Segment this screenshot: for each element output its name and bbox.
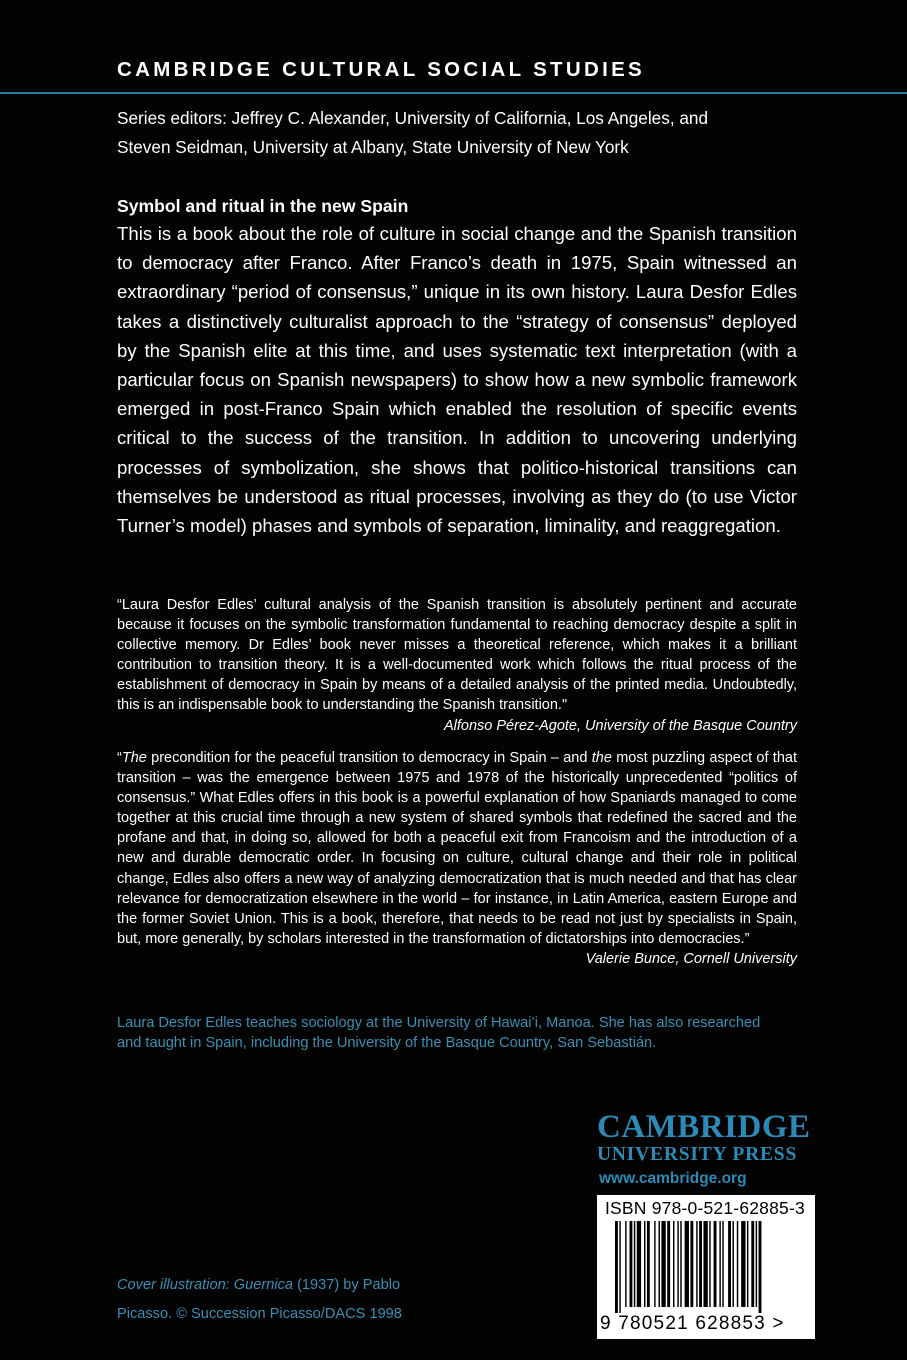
barcode-bar [756, 1221, 757, 1307]
endorsement-quote-2 [117, 748, 797, 969]
barcode-bar [751, 1221, 754, 1307]
author-bio [117, 1013, 837, 1053]
cover-rest: (1937) by Pablo [293, 1277, 401, 1293]
publisher-logo [597, 1110, 837, 1166]
barcode-bar [667, 1221, 670, 1307]
author-bio-line-2: and taught in Spain, including the University of the Basque Country, San Sebastián. [117, 1035, 657, 1052]
series-editors-line-1: Series editors: Jeffrey C. Alexander, University of California, Los Angeles, and [117, 108, 709, 128]
publisher-name-line-1: CAMBRIDGE [597, 1109, 811, 1145]
barcode-bar [647, 1221, 650, 1307]
barcode-bar [714, 1221, 717, 1307]
isbn-label: ISBN 978-0-521-62885-3 [605, 1198, 805, 1218]
barcode-bar [637, 1221, 641, 1307]
barcode-bar [644, 1221, 645, 1307]
book-blurb: This is a book about the role of culture in social change and the Spanish transition to democracy after Franco. After Franco’s death in 1975, Spain witnessed an extraordinary “period of consensus,” unique in its own history. Laura Desfor Edles takes a distinctively culturalist approach to the “strategy of consensus” deployed by the Spanish elite at this time, and uses systematic text interpretation (with a particular focus on Spanish newspapers) to show how a new symbolic framework emerged in post-Franco Spain which enabled the resolution of specific events critical to the success of the transition. In addition to uncovering underlying processes of symbolization, she shows that politico-historical transitions can themselves be understood as ritual processes, involving as they do (to use Victor Turner’s model) phases and symbols of separation, liminality, and reaggregation. [117, 223, 797, 537]
barcode-bar [690, 1221, 693, 1307]
barcode-bar [661, 1221, 665, 1307]
barcode-bar [685, 1221, 689, 1307]
barcode-bar [709, 1221, 710, 1307]
endorsement-text: “Laura Desfor Edles’ cultural analysis of the Spanish transition is absolutely pertinent and accurate because it focuses on the symbolic transformation fundamental to reaching democracy despite a split in collective memory. Dr Edles’ book never misses a theoretical reference, which makes it a brilliant contribution to transition theory. It is a well-documented work which follows the ritual process of the establishment of democracy in Spain by means of a detailed analysis of the printed media. Undoubtedly, this is an indispensable book to understanding the Spanish transition." [117, 597, 797, 714]
cover-credit-line-1 [117, 1271, 447, 1300]
barcode-bar [625, 1221, 626, 1307]
author-bio-line-1: Laura Desfor Edles teaches sociology at the University of Hawai’i, Manoa. She has also researched [117, 1015, 761, 1031]
endorsement-attribution: Alfonso Pérez-Agote, University of the Basque Country [443, 717, 797, 734]
barcode-bar [737, 1221, 738, 1307]
barcode-bar [699, 1221, 702, 1307]
barcode-bar [728, 1221, 731, 1307]
quote-part: precondition for the peaceful transition to democracy in Spain – and [146, 750, 592, 766]
barcode-bar [615, 1221, 618, 1313]
quote-part: most puzzling aspect of that transition – was the emergence between 1975 and 1978 of the historically unprecedented “politics of consensus.” What Edles offers in this book is a powerful explanation of how Spaniards managed to come together at this crucial time through a new system of shared symbols that redefined the sacred and the profane and that, in doing so, allowed for both a peaceful exit from Francoism and the introduction of a new and durable democratic order. In focusing on culture, cultural change and their role in political change, Edles also offers a new way of analyzing democratization that is much needed and that has clear relevance for democratization elsewhere in the world – for instance, in Latin America, eastern Europe and the former Soviet Union. This is a book, therefore, that needs to be read not just by specialists in Spain, but, more generally, by scholars interested in the transformation of dictatorships into democracies.” [117, 750, 797, 947]
publisher-name-line-2: UNIVERSITY PRESS [597, 1144, 798, 1165]
barcode-bar [654, 1221, 655, 1307]
endorsement-attribution: Valerie Bunce, Cornell University [585, 950, 797, 967]
barcode-box [597, 1195, 815, 1339]
barcode-bar [680, 1221, 681, 1307]
header-rule [0, 92, 907, 94]
barcode-bar [722, 1221, 723, 1307]
barcode-bar [619, 1221, 620, 1313]
endorsement-text [117, 748, 797, 949]
quote-open: “ [117, 750, 122, 766]
cover-work: Guernica [233, 1277, 294, 1293]
emphasis: the [591, 750, 612, 766]
book-heading: Symbol and ritual in the new Spain [117, 196, 409, 216]
series-title: CAMBRIDGE CULTURAL SOCIAL STUDIES [117, 58, 646, 81]
emphasis: The [121, 750, 147, 766]
barcode-bar [673, 1221, 674, 1307]
endorsement-quote-1 [117, 595, 797, 736]
barcode-bar [703, 1221, 707, 1307]
series-editors-line-2: Steven Seidman, University at Albany, State University of New York [117, 137, 629, 157]
cover-label: Cover illustration: [117, 1277, 234, 1293]
barcode-bar [696, 1221, 697, 1307]
barcode-bar [634, 1221, 635, 1307]
barcode-bar [677, 1221, 678, 1307]
barcode-bar [659, 1221, 660, 1307]
barcode-bar [732, 1221, 733, 1307]
barcode-bar [630, 1221, 633, 1307]
barcode-digits: 9 780521 628853 > [600, 1313, 785, 1334]
barcode-bar [747, 1221, 748, 1307]
barcode-bar [759, 1221, 762, 1313]
cover-credit [117, 1271, 447, 1329]
barcode-bar [719, 1221, 720, 1307]
barcode [597, 1221, 815, 1313]
barcode-bar [741, 1221, 745, 1307]
series-editors [117, 104, 807, 162]
cover-credit-line-2: Picasso. © Succession Picasso/DACS 1998 [117, 1306, 402, 1322]
publisher-url: www.cambridge.org [599, 1170, 747, 1187]
